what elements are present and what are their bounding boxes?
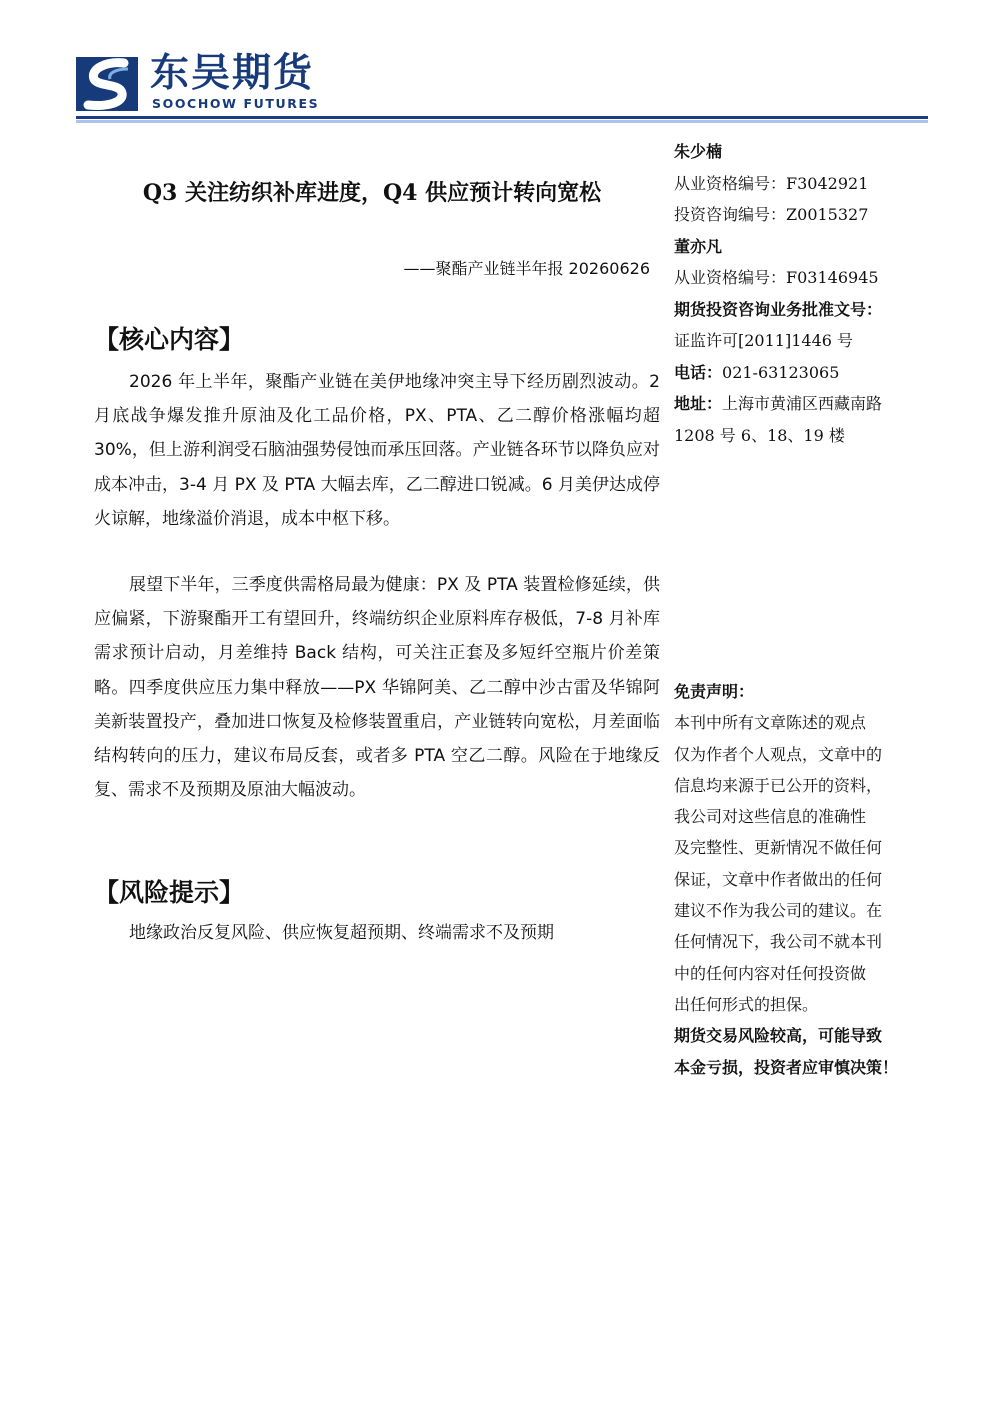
analyst-1-cert: 从业资格编号：F3042921: [674, 173, 869, 193]
core-paragraph-1: 2026 年上半年，聚酯产业链在美伊地缘冲突主导下经历剧烈波动。2 月底战争爆发推升原油及化工品价格，PX、PTA、乙二醇价格涨幅均超 30%，但上游利润受石脑油强势侵蚀而承压回落。产业链各环节以降负应对成本冲击，3-4 月 PX 及 PTA 大幅去库，乙二醇进口锐减。6 月美伊达成停火谅解，地缘溢价消退，成本中枢下移。: [94, 372, 660, 529]
core-paragraph-2: 展望下半年，三季度供需格局最为健康：PX 及 PTA 装置检修延续，供应偏紧，下游聚酯开工有望回升，终端纺织企业原料库存极低，7-8 月补库需求预计启动，月差维持 Back 结构，可关注正套及多短纤空瓶片价差策略。四季度供应压力集中释放——PX 华锦阿美、乙二醇中沙古雷及华锦阿美新装置投产，叠加进口恢复及检修装置重启，产业链转向宽松，月差面临结构转向的压力，建议布局反套，或者多 PTA 空乙二醇。风险在于地缘反复、需求不及预期及原油大幅波动。: [94, 575, 660, 801]
disclaimer-line: 我公司对这些信息的准确性: [674, 807, 867, 827]
logo-mark-icon: [76, 57, 138, 111]
analyst-2-cert: 从业资格编号：F03146945: [674, 268, 879, 287]
disclaimer-line: 信息均来源于已公开的资料，: [674, 775, 883, 795]
risk-warning-line: 期货交易风险较高，可能导致: [674, 1026, 883, 1046]
approval-number: 证监许可[2011]1446 号: [674, 331, 854, 350]
disclaimer-line: 保证，文章中作者做出的任何: [674, 869, 883, 889]
disclaimer-line: 仅为作者个人观点，文章中的: [674, 744, 883, 764]
risk-warning-line: 本金亏损，投资者应审慎决策！: [674, 1057, 899, 1077]
report-title: Q3 关注纺织补库进度，Q4 供应预计转向宽松: [142, 180, 602, 206]
risk-text: 地缘政治反复风险、供应恢复超预期、终端需求不及预期: [129, 923, 554, 943]
analyst-info: [674, 136, 934, 451]
disclaimer-heading: 免责声明：: [674, 682, 755, 701]
risk-heading: 【风险提示】: [94, 878, 245, 907]
disclaimer-line: 建议不作为我公司的建议。在: [674, 901, 883, 921]
logo-chinese-text: 东吴期货: [150, 51, 315, 96]
phone: 电话：021-63123065: [674, 362, 840, 382]
approval-label: 期货投资咨询业务批准文号：: [674, 299, 883, 319]
analyst-2-name: 董亦凡: [674, 236, 723, 256]
report-subtitle: ——聚酯产业链半年报 20260626: [403, 259, 650, 278]
disclaimer-line: 本刊中所有文章陈述的观点: [674, 713, 867, 733]
disclaimer-line: 中的任何内容对任何投资做: [674, 963, 867, 983]
header-divider: [76, 116, 928, 126]
address: 地址：上海市黄浦区西藏南路: [674, 394, 883, 413]
analyst-1-name: 朱少楠: [674, 142, 723, 161]
disclaimer-line: 任何情况下，我公司不就本刊: [674, 932, 883, 952]
address-line-2: 1208 号 6、18、19 楼: [674, 425, 845, 445]
core-content-heading: 【核心内容】: [94, 325, 245, 354]
logo-english-text: SOOCHOW FUTURES: [152, 96, 320, 111]
disclaimer: [674, 676, 934, 1083]
analyst-1-consult: 投资咨询编号：Z0015327: [674, 205, 869, 224]
disclaimer-line: 及完整性、更新情况不做任何: [674, 838, 883, 858]
disclaimer-line: 出任何形式的担保。: [674, 994, 819, 1014]
